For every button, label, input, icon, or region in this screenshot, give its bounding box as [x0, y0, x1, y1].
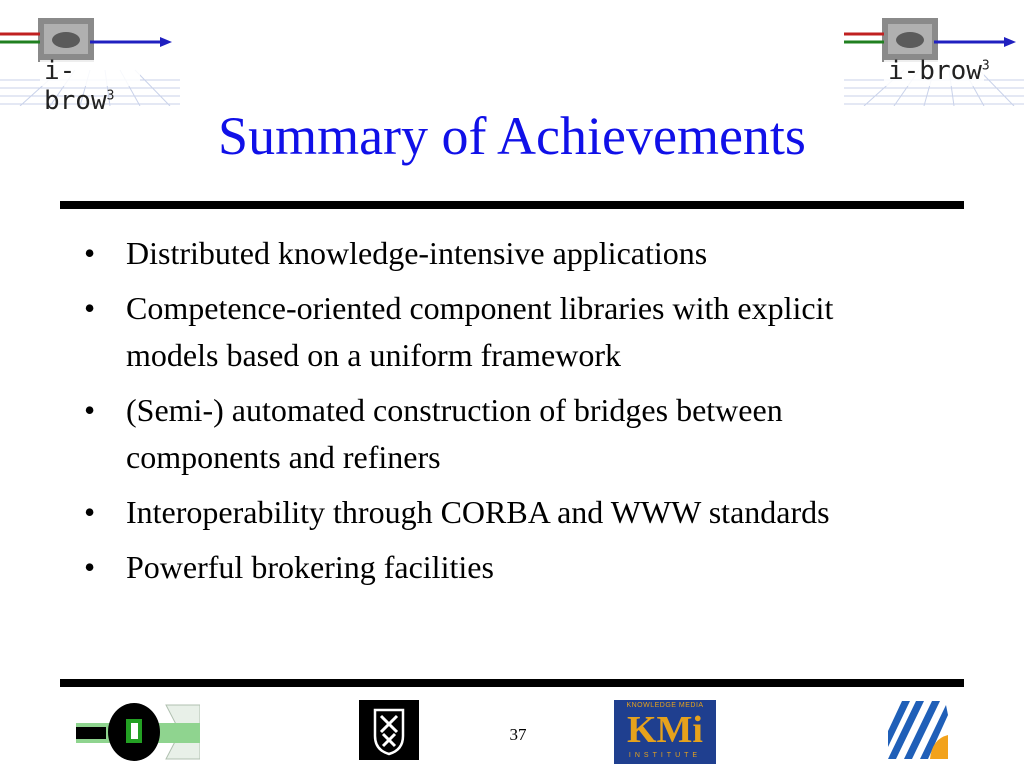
- kmi-bottom-text: INSTITUTE: [628, 752, 702, 759]
- bullet-marker: •: [84, 290, 96, 326]
- bullet-item: [84, 489, 904, 536]
- crossed-shield-icon: [359, 700, 419, 760]
- ibrow-logo-sup: 3: [106, 88, 115, 104]
- kmi-main-text: KMi: [627, 709, 703, 751]
- bullet-text: Competence-oriented component libraries with explicit models based on a uniform framework: [126, 290, 834, 373]
- striped-logo-icon: [888, 701, 948, 759]
- green-eye-logo-icon: [76, 701, 200, 763]
- bullet-marker: •: [84, 549, 96, 585]
- ibrow-logo-sup: 3: [981, 58, 990, 74]
- bullet-item: [84, 544, 904, 591]
- bullet-item: [84, 285, 904, 379]
- bullet-list: [84, 230, 904, 599]
- top-divider: [60, 201, 964, 209]
- bullet-marker: •: [84, 392, 96, 428]
- slide-title: Summary of Achievements: [218, 106, 806, 166]
- bullet-text: Interoperability through CORBA and WWW standards: [126, 494, 830, 530]
- bullet-item: [84, 387, 904, 481]
- kmi-logo: [614, 700, 716, 764]
- bullet-item: [84, 230, 904, 277]
- bullet-text: Distributed knowledge-intensive applications: [126, 235, 708, 271]
- eye-logo: [76, 701, 200, 763]
- ibrow-logo-text: i-brow: [888, 56, 982, 86]
- ibrow-logo-right: [844, 10, 1024, 106]
- bullet-marker: •: [84, 494, 96, 530]
- bullet-text: (Semi-) automated construction of bridges between components and refiners: [126, 392, 783, 475]
- bullet-marker: •: [84, 235, 96, 271]
- bullet-text: Powerful brokering facilities: [126, 549, 494, 585]
- kmi-top-text: KNOWLEDGE MEDIA: [626, 702, 704, 709]
- ibrow-logo-left: [0, 10, 140, 116]
- page-number: 37: [509, 725, 527, 744]
- uva-logo: [359, 700, 419, 760]
- striped-logo: [888, 701, 948, 759]
- ibrow-logo-text: i-brow: [44, 56, 107, 116]
- bottom-divider: [60, 679, 964, 687]
